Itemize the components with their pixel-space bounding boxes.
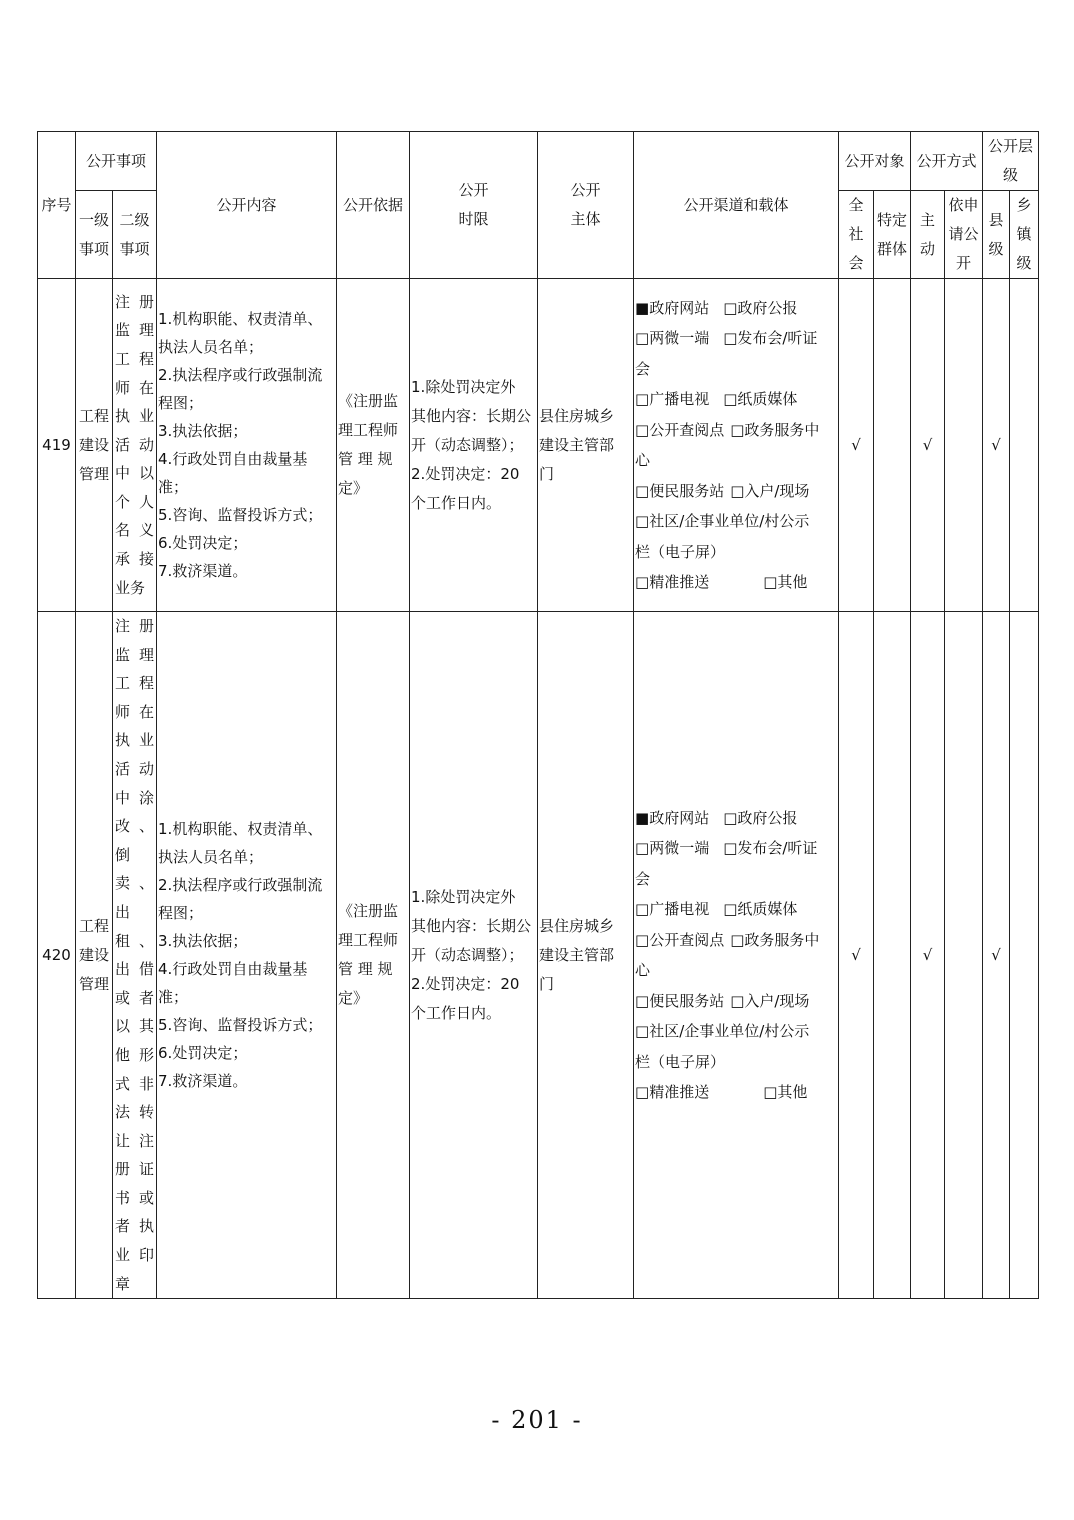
row-time-limit-line: 1.除处罚决定外 bbox=[411, 377, 516, 396]
row-time-limit-line: 个工作日内。 bbox=[411, 493, 502, 512]
channel-line bbox=[635, 1077, 837, 1108]
level2-char: 业 bbox=[139, 731, 155, 750]
channel-option: □精准推送 bbox=[635, 573, 710, 591]
row-method-active: √ bbox=[911, 279, 945, 612]
level2-line bbox=[115, 1012, 154, 1041]
level2-char: 、 bbox=[139, 874, 155, 893]
level2-char: 册 bbox=[139, 617, 155, 635]
row-time-limit-line: 2.处罚决定：20 bbox=[411, 464, 520, 483]
level2-char: 涂 bbox=[139, 788, 155, 807]
row-subject-line: 县住房城乡 bbox=[539, 406, 615, 425]
channel-line bbox=[635, 537, 837, 568]
channel-line bbox=[635, 833, 837, 864]
level2-char: 形 bbox=[139, 1045, 155, 1064]
level2-line bbox=[115, 841, 154, 870]
level2-char: 义 bbox=[139, 521, 155, 540]
level2-char: 非 bbox=[139, 1074, 155, 1093]
channel-option: □政务服务中 bbox=[730, 930, 820, 949]
header-target-all bbox=[839, 191, 874, 279]
row-content-line: 5.咨询、监督投诉方式； bbox=[158, 1016, 323, 1035]
header-level-town bbox=[1010, 191, 1039, 279]
header-char: 级 bbox=[1016, 254, 1032, 272]
level2-char: 法 bbox=[115, 1103, 131, 1122]
row-basis-line: 定》 bbox=[338, 989, 369, 1008]
level2-line bbox=[115, 1155, 154, 1184]
level2-line bbox=[115, 374, 154, 403]
level2-char: 改 bbox=[115, 817, 131, 836]
channel-option: □广播电视 bbox=[635, 900, 710, 919]
level2-char: 者 bbox=[139, 988, 155, 1007]
header-method: 公开方式 bbox=[911, 132, 983, 191]
level2-line bbox=[115, 869, 154, 898]
channel-option: 心 bbox=[635, 961, 651, 980]
channel-line bbox=[635, 955, 837, 986]
row-subject-line: 门 bbox=[539, 974, 555, 993]
channel-line bbox=[635, 1047, 837, 1078]
level2-char: 承 bbox=[115, 550, 131, 569]
row-content-line: 1.机构职能、权责清单、 bbox=[158, 310, 323, 328]
header-char: 特定 bbox=[877, 210, 908, 229]
header-basis: 公开依据 bbox=[337, 132, 410, 279]
level2-line bbox=[115, 1098, 154, 1127]
row-content-line: 7.救济渠道。 bbox=[158, 562, 248, 580]
header-char: 县 bbox=[988, 210, 1004, 229]
row-content bbox=[157, 279, 337, 612]
channel-option: □其他 bbox=[763, 1083, 808, 1102]
row-basis-line: 管 理 规 bbox=[338, 960, 393, 979]
row-level1 bbox=[76, 279, 113, 612]
channel-line bbox=[635, 384, 837, 415]
channel-line bbox=[635, 476, 837, 507]
header-level2-line: 事项 bbox=[119, 239, 150, 258]
level2-line bbox=[115, 726, 154, 755]
row-content-line: 1.机构职能、权责清单、 bbox=[158, 820, 323, 839]
level2-char: 在 bbox=[139, 378, 155, 397]
row-method-active: √ bbox=[911, 612, 945, 1299]
level2-char: 出 bbox=[115, 902, 131, 921]
row-basis-line: 理工程师 bbox=[338, 421, 399, 439]
header-method-active bbox=[911, 191, 945, 279]
level2-char: 注 bbox=[115, 617, 131, 635]
level2-line bbox=[115, 516, 154, 545]
level2-char: 个 bbox=[115, 492, 131, 511]
level2-char: 出 bbox=[115, 960, 131, 979]
level2-line bbox=[115, 927, 154, 956]
row-subject bbox=[538, 279, 634, 612]
row-subject-line: 建设主管部 bbox=[539, 945, 615, 964]
header-target: 公开对象 bbox=[839, 132, 911, 191]
channel-line bbox=[635, 803, 837, 834]
header-level-county bbox=[983, 191, 1010, 279]
level2-line bbox=[115, 698, 154, 727]
row-basis bbox=[337, 612, 410, 1299]
level2-char: 倒 bbox=[115, 845, 131, 864]
row-level1-line: 管理 bbox=[78, 974, 109, 993]
level2-char: 程 bbox=[139, 674, 155, 693]
header-char: 级 bbox=[988, 239, 1004, 258]
row-seq: 420 bbox=[38, 612, 76, 1299]
level2-char: 在 bbox=[139, 702, 155, 721]
level2-char: 执 bbox=[139, 1217, 155, 1236]
channel-line bbox=[635, 293, 837, 324]
row-seq: 419 bbox=[38, 279, 76, 612]
level2-char: 活 bbox=[115, 435, 131, 454]
row-content-line: 执法人员名单； bbox=[158, 848, 264, 867]
row-content-line: 程图； bbox=[158, 394, 204, 412]
page-number: - 201 - bbox=[491, 1406, 583, 1434]
row-content-line: 6.处罚决定； bbox=[158, 1044, 248, 1063]
level2-char: 印 bbox=[139, 1246, 155, 1265]
channel-option: 心 bbox=[635, 451, 651, 469]
header-method-apply bbox=[945, 191, 983, 279]
row-time-limit-line: 1.除处罚决定外 bbox=[411, 887, 516, 906]
header-subject bbox=[538, 132, 634, 279]
header-char: 社 bbox=[848, 225, 864, 243]
level2-line bbox=[115, 1241, 154, 1270]
row-time-limit-line: 开（动态调整）； bbox=[411, 435, 524, 454]
header-char: 请公 bbox=[948, 225, 979, 243]
channel-line bbox=[635, 415, 837, 446]
level2-char: 监 bbox=[115, 321, 131, 340]
channel-option: □精准推送 bbox=[635, 1083, 710, 1102]
level2-char: 师 bbox=[115, 702, 131, 721]
row-basis-line: 《注册监 bbox=[338, 392, 399, 410]
row-content-line: 7.救济渠道。 bbox=[158, 1072, 248, 1091]
row-time-limit-line: 其他内容：长期公 bbox=[411, 406, 532, 425]
channel-option: □发布会/听证 bbox=[723, 329, 818, 347]
table-row bbox=[38, 279, 1039, 612]
level2-char: 或 bbox=[115, 988, 131, 1007]
level2-char: 动 bbox=[139, 435, 155, 454]
channel-option: □两微一端 bbox=[635, 839, 710, 858]
level2-char: 业 bbox=[115, 1246, 131, 1265]
header-content: 公开内容 bbox=[157, 132, 337, 279]
row-content-line: 5.咨询、监督投诉方式； bbox=[158, 506, 323, 524]
channel-option: 栏（电子屏） bbox=[635, 1052, 726, 1071]
row-subject-line: 门 bbox=[539, 464, 555, 483]
level2-line bbox=[115, 984, 154, 1013]
channel-option: □纸质媒体 bbox=[723, 900, 798, 919]
level2-char: 、 bbox=[139, 817, 155, 836]
header-level bbox=[983, 132, 1039, 191]
row-time-limit bbox=[410, 279, 538, 612]
row-channels bbox=[634, 279, 839, 612]
level2-char: 动 bbox=[139, 759, 155, 778]
channel-option: □便民服务站 bbox=[635, 481, 725, 500]
level2-char: 理 bbox=[139, 645, 155, 664]
row-method-apply bbox=[945, 279, 983, 612]
level2-char: 理 bbox=[139, 321, 155, 340]
channel-option: 会 bbox=[635, 359, 651, 378]
header-char: 乡 bbox=[1016, 196, 1032, 214]
level2-char: 活 bbox=[115, 759, 131, 778]
row-target-group bbox=[874, 612, 911, 1299]
level2-line bbox=[115, 1041, 154, 1070]
row-target-all: √ bbox=[839, 612, 874, 1299]
header-items-group: 公开事项 bbox=[76, 132, 157, 191]
row-basis bbox=[337, 279, 410, 612]
level2-line bbox=[115, 784, 154, 813]
header-char: 动 bbox=[920, 239, 936, 258]
header-seq: 序号 bbox=[38, 132, 76, 279]
level2-char: 程 bbox=[139, 349, 155, 368]
row-time-limit bbox=[410, 612, 538, 1299]
level2-line bbox=[115, 812, 154, 841]
level2-char: 转 bbox=[139, 1103, 155, 1122]
level2-char: 中 bbox=[115, 788, 131, 807]
row-content-line: 2.执法程序或行政强制流 bbox=[158, 876, 323, 895]
header-char: 全 bbox=[848, 196, 864, 214]
row-subject bbox=[538, 612, 634, 1299]
level2-wrap bbox=[113, 288, 156, 603]
header-time-limit-line: 公开 bbox=[458, 181, 489, 199]
level2-line bbox=[115, 288, 154, 317]
row-basis-line: 《注册监 bbox=[338, 902, 399, 921]
row-content-line: 3.执法依据； bbox=[158, 932, 248, 951]
level2-char: 卖 bbox=[115, 874, 131, 893]
header-level2-line: 二级 bbox=[119, 210, 150, 229]
header-char: 群体 bbox=[877, 239, 908, 258]
level2-line bbox=[115, 641, 154, 670]
level2-char: 工 bbox=[115, 674, 131, 693]
row-level-county: √ bbox=[983, 612, 1010, 1299]
channel-option: 栏（电子屏） bbox=[635, 542, 726, 561]
level2-char: 让 bbox=[115, 1131, 131, 1150]
header-level1-line: 一级 bbox=[78, 210, 109, 229]
row-content-line: 程图； bbox=[158, 904, 204, 923]
level2-char: 名 bbox=[115, 521, 131, 540]
row-channels bbox=[634, 612, 839, 1299]
level2-char: 业 bbox=[139, 407, 155, 426]
row-content-line: 执法人员名单； bbox=[158, 338, 264, 356]
row-time-limit-line: 开（动态调整）； bbox=[411, 945, 524, 964]
row-level-town bbox=[1010, 279, 1039, 612]
level2-char: 以 bbox=[115, 1017, 131, 1036]
row-level2 bbox=[113, 612, 157, 1299]
channel-option: 会 bbox=[635, 869, 651, 888]
row-content-line: 6.处罚决定； bbox=[158, 534, 248, 552]
channel-option: □便民服务站 bbox=[635, 991, 725, 1010]
channel-option: □发布会/听证 bbox=[723, 839, 818, 858]
level2-line bbox=[115, 755, 154, 784]
channel-option: □社区/企事业单位/村公示 bbox=[635, 1022, 810, 1041]
level2-line bbox=[115, 545, 154, 574]
header-char: 开 bbox=[956, 254, 972, 272]
level2-line bbox=[115, 898, 154, 927]
channel-option: □纸质媒体 bbox=[723, 390, 798, 408]
row-content-line: 准； bbox=[158, 478, 189, 496]
header-level2 bbox=[113, 191, 157, 279]
channel-line bbox=[635, 894, 837, 925]
level2-char: 其 bbox=[139, 1017, 155, 1036]
channel-line bbox=[635, 354, 837, 385]
level2-char: 式 bbox=[115, 1074, 131, 1093]
level2-char: 注 bbox=[139, 1131, 155, 1150]
header-time-limit-line: 时限 bbox=[458, 210, 489, 228]
level2-char: 册 bbox=[115, 1160, 131, 1179]
row-level1-line: 建设 bbox=[78, 945, 109, 964]
row-time-limit-line: 个工作日内。 bbox=[411, 1003, 502, 1022]
header-level1-line: 事项 bbox=[78, 239, 109, 258]
channel-line bbox=[635, 986, 837, 1017]
level2-char: 监 bbox=[115, 645, 131, 664]
row-time-limit-line: 其他内容：长期公 bbox=[411, 916, 532, 935]
table-row bbox=[38, 612, 1039, 1299]
row-content-line: 4.行政处罚自由裁量基 bbox=[158, 960, 308, 979]
channel-line bbox=[635, 445, 837, 476]
level2-wrap bbox=[113, 612, 156, 1298]
row-subject-line: 县住房城乡 bbox=[539, 916, 615, 935]
row-basis-line: 管 理 规 bbox=[338, 450, 393, 468]
channel-option: □政务服务中 bbox=[730, 420, 820, 439]
header-level1 bbox=[76, 191, 113, 279]
row-basis-line: 理工程师 bbox=[338, 931, 399, 950]
header-char: 会 bbox=[848, 254, 864, 272]
channel-option: □其他 bbox=[763, 573, 808, 591]
level2-char: 他 bbox=[115, 1045, 131, 1064]
level2-line bbox=[115, 669, 154, 698]
channel-option: ■政府网站 bbox=[635, 298, 710, 317]
channel-option: □两微一端 bbox=[635, 329, 710, 347]
level2-char: 、 bbox=[139, 931, 155, 950]
level2-line bbox=[115, 345, 154, 374]
row-level-town bbox=[1010, 612, 1039, 1299]
row-content-line: 4.行政处罚自由裁量基 bbox=[158, 450, 308, 468]
header-char: 镇 bbox=[1016, 225, 1032, 243]
level2-line bbox=[115, 1127, 154, 1156]
level2-char: 章 bbox=[115, 1274, 131, 1293]
channel-option: ■政府网站 bbox=[635, 808, 710, 827]
level2-char: 中 bbox=[115, 464, 131, 483]
level2-char: 人 bbox=[139, 492, 155, 511]
level2-char: 工 bbox=[115, 349, 131, 368]
channel-line bbox=[635, 1016, 837, 1047]
level2-line bbox=[115, 1070, 154, 1099]
row-basis-line: 定》 bbox=[338, 479, 369, 497]
row-target-group bbox=[874, 279, 911, 612]
level2-char: 借 bbox=[139, 960, 155, 979]
channel-line bbox=[635, 864, 837, 895]
row-target-all: √ bbox=[839, 279, 874, 612]
row-level1-line: 管理 bbox=[78, 464, 109, 483]
channel-option: □政府公报 bbox=[723, 808, 798, 827]
level2-char: 执 bbox=[115, 407, 131, 426]
channel-option: □公开查阅点 bbox=[635, 930, 725, 949]
level2-line bbox=[115, 431, 154, 460]
level2-line bbox=[115, 459, 154, 488]
channel-option: □入户/现场 bbox=[730, 991, 810, 1010]
level2-char: 者 bbox=[115, 1217, 131, 1236]
level2-line bbox=[115, 1270, 154, 1299]
level2-line bbox=[115, 402, 154, 431]
header-subject-line: 公开 bbox=[570, 181, 601, 199]
row-content-line: 2.执法程序或行政强制流 bbox=[158, 366, 323, 384]
level2-line bbox=[115, 316, 154, 345]
header-time-limit bbox=[410, 132, 538, 279]
row-content-line: 准； bbox=[158, 988, 189, 1007]
level2-char: 执 bbox=[115, 731, 131, 750]
level2-char: 租 bbox=[115, 931, 131, 950]
level2-char: 册 bbox=[139, 292, 155, 311]
header-subject-line: 主体 bbox=[570, 210, 601, 228]
channel-option: □广播电视 bbox=[635, 390, 710, 408]
header-char: 依申 bbox=[948, 196, 979, 214]
level2-char: 证 bbox=[139, 1160, 155, 1179]
header-level-line: 公开层 bbox=[988, 137, 1034, 155]
level2-line bbox=[115, 1184, 154, 1213]
channel-line bbox=[635, 506, 837, 537]
disclosure-table bbox=[37, 131, 1039, 1299]
channel-option: □社区/企事业单位/村公示 bbox=[635, 512, 810, 530]
level2-line bbox=[115, 955, 154, 984]
channel-option: □入户/现场 bbox=[730, 481, 810, 500]
channel-option: □政府公报 bbox=[723, 298, 798, 317]
channel-option: □公开查阅点 bbox=[635, 420, 725, 439]
row-level1-line: 建设 bbox=[78, 435, 109, 454]
level2-char: 业务 bbox=[115, 578, 146, 597]
header-char: 主 bbox=[920, 210, 936, 229]
row-level-county: √ bbox=[983, 279, 1010, 612]
row-level2 bbox=[113, 279, 157, 612]
row-level1-line: 工程 bbox=[78, 916, 109, 935]
level2-char: 以 bbox=[139, 464, 155, 483]
level2-char: 注 bbox=[115, 292, 131, 311]
row-level1-line: 工程 bbox=[78, 406, 109, 425]
level2-char: 或 bbox=[139, 1188, 155, 1207]
level2-line bbox=[115, 488, 154, 517]
row-time-limit-line: 2.处罚决定：20 bbox=[411, 974, 520, 993]
level2-char: 师 bbox=[115, 378, 131, 397]
row-level1 bbox=[76, 612, 113, 1299]
level2-line bbox=[115, 612, 154, 641]
channel-line bbox=[635, 567, 837, 598]
level2-char: 书 bbox=[115, 1188, 131, 1207]
row-subject-line: 建设主管部 bbox=[539, 435, 615, 454]
channel-line bbox=[635, 323, 837, 354]
level2-line bbox=[115, 574, 154, 603]
row-method-apply bbox=[945, 612, 983, 1299]
channel-line bbox=[635, 925, 837, 956]
header-target-group bbox=[874, 191, 911, 279]
header-channels: 公开渠道和载体 bbox=[634, 132, 839, 279]
row-content-line: 3.执法依据； bbox=[158, 422, 248, 440]
row-content bbox=[157, 612, 337, 1299]
level2-char: 接 bbox=[139, 550, 155, 569]
level2-line bbox=[115, 1212, 154, 1241]
header-level-line: 级 bbox=[1003, 166, 1019, 184]
